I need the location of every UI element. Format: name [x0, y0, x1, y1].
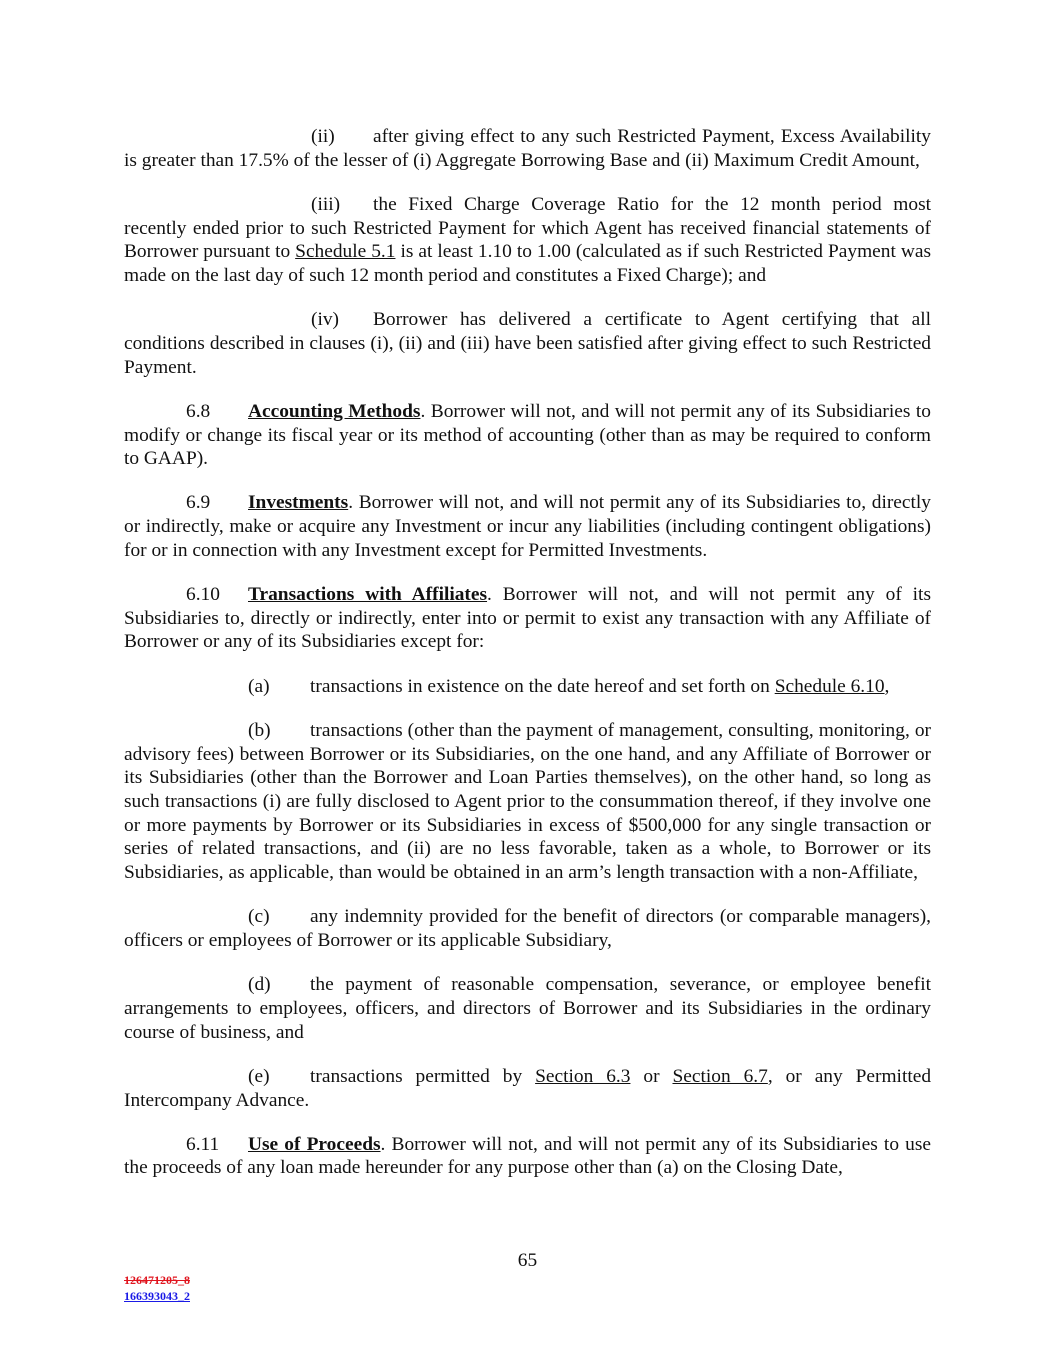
- inserted-document-id: 166393043_2: [124, 1289, 190, 1303]
- clause-number: (e): [248, 1065, 270, 1087]
- section-reference: Section 6.3: [535, 1065, 631, 1087]
- clause-number: (b): [248, 719, 271, 741]
- page-number: 65: [517, 1250, 538, 1271]
- clause-text: or: [630, 1065, 673, 1087]
- section-title: Use of Proceeds: [248, 1133, 381, 1155]
- section-6-10: [124, 583, 931, 654]
- section-number: 6.8: [186, 400, 211, 422]
- clause-number: (ii): [311, 126, 335, 147]
- section-6-8: [124, 400, 931, 471]
- clause-iii: [124, 193, 931, 288]
- section-number: 6.9: [186, 492, 211, 514]
- clause-number: (c): [248, 906, 270, 928]
- body-text: [124, 125, 931, 1201]
- clause-text: , or any Permitted Intercompany Advance.: [124, 1065, 932, 1111]
- deleted-document-id: 126471205_8: [124, 1273, 190, 1287]
- clause-c: [124, 905, 931, 952]
- schedule-reference: Schedule 6.10: [774, 675, 885, 697]
- section-title: Accounting Methods: [248, 400, 421, 422]
- clause-text: the Fixed Charge Coverage Ratio for the 12 month period most recently ended prior to such Restricted Payment for which Agent has received financial statements of Borrower pursuant to: [124, 193, 931, 263]
- section-6-11: [124, 1133, 931, 1180]
- clause-number: (d): [248, 974, 271, 996]
- clause-text: after giving effect to any such Restricted Payment, Excess Availability is greater than 17.5% of the lesser of (i) Aggregate Borrowing Base and (ii) Maximum Credit Amount,: [124, 126, 931, 171]
- section-text: . Borrower will not, and will not permit any of its Subsidiaries to use the proceeds of any loan made hereunder for any purpose other than (a) on the Closing Date,: [124, 1133, 931, 1179]
- clause-number: (a): [248, 675, 270, 697]
- clause-text: ,: [884, 675, 890, 697]
- section-6-9: [124, 491, 931, 562]
- section-title: Transactions with Affiliates: [248, 584, 488, 606]
- section-text: . Borrower will not, and will not permit any of its Subsidiaries to, directly or indirectly, enter into or permit to exist any transaction with any Affiliate of Borrower or any of its Subsidiaries except for:: [124, 584, 931, 653]
- clause-iv: [124, 308, 931, 379]
- clause-text: transactions in existence on the date hereof and set forth on: [310, 675, 775, 697]
- section-reference: Section 6.7: [672, 1065, 768, 1087]
- clause-text: Borrower has delivered a certificate to Agent certifying that all conditions described in clauses (i), (ii) and (iii) have been satisfied after giving effect to such Restricted Payment.: [124, 309, 931, 378]
- schedule-reference: Schedule 5.1: [295, 241, 396, 263]
- clause-text: transactions (other than the payment of management, consulting, monitoring, or advisory fees) between Borrower or its Subsidiaries, on the one hand, and any Affiliate of Borrower or its Subsidiaries (other than the Borrower and Loan Parties themselves), on the other hand, so long as such transactions (i) are fully disclosed to Agent prior to the consummation thereof, if they involve one or more payments by Borrower or its Subsidiaries in excess of $500,000 for any single transaction or series of related transactions, and (ii) are no less favorable, taken as a whole, to Borrower or its Subsidiaries, as applicable, than would be obtained in an arm’s length transaction with a non-Affiliate,: [124, 719, 931, 884]
- section-text: . Borrower will not, and will not permit any of its Subsidiaries to, directly or indirectly, make or acquire any Investment or incur any liabilities (including contingent obligations) for or in connection with any Investment except for Permitted Investments.: [124, 492, 931, 561]
- section-number: 6.10: [186, 584, 220, 606]
- clause-ii: [124, 125, 931, 172]
- clause-b: [124, 719, 931, 885]
- clause-e: [124, 1065, 931, 1112]
- clause-number: (iii): [311, 193, 341, 215]
- section-text: . Borrower will not, and will not permit any of its Subsidiaries to modify or change its fiscal year or its method of accounting (other than as may be required to conform to GAAP).: [124, 400, 931, 470]
- clause-text: transactions permitted by: [310, 1065, 536, 1087]
- section-title: Investments: [248, 492, 349, 514]
- clause-d: [124, 973, 931, 1044]
- clause-text: the payment of reasonable compensation, severance, or employee benefit arrangements to employees, officers, and directors of Borrower and its Subsidiaries in the ordinary course of business, and: [124, 974, 931, 1043]
- clause-number: (iv): [311, 309, 339, 331]
- section-number: 6.11: [186, 1133, 220, 1155]
- clause-text: is at least 1.10 to 1.00 (calculated as if such Restricted Payment was made on the last day of such 12 month period and constitutes a Fixed Charge); and: [124, 241, 931, 287]
- clause-text: any indemnity provided for the benefit of directors (or comparable managers), officers or employees of Borrower or its applicable Subsidiary,: [124, 906, 931, 951]
- clause-a: [124, 675, 931, 699]
